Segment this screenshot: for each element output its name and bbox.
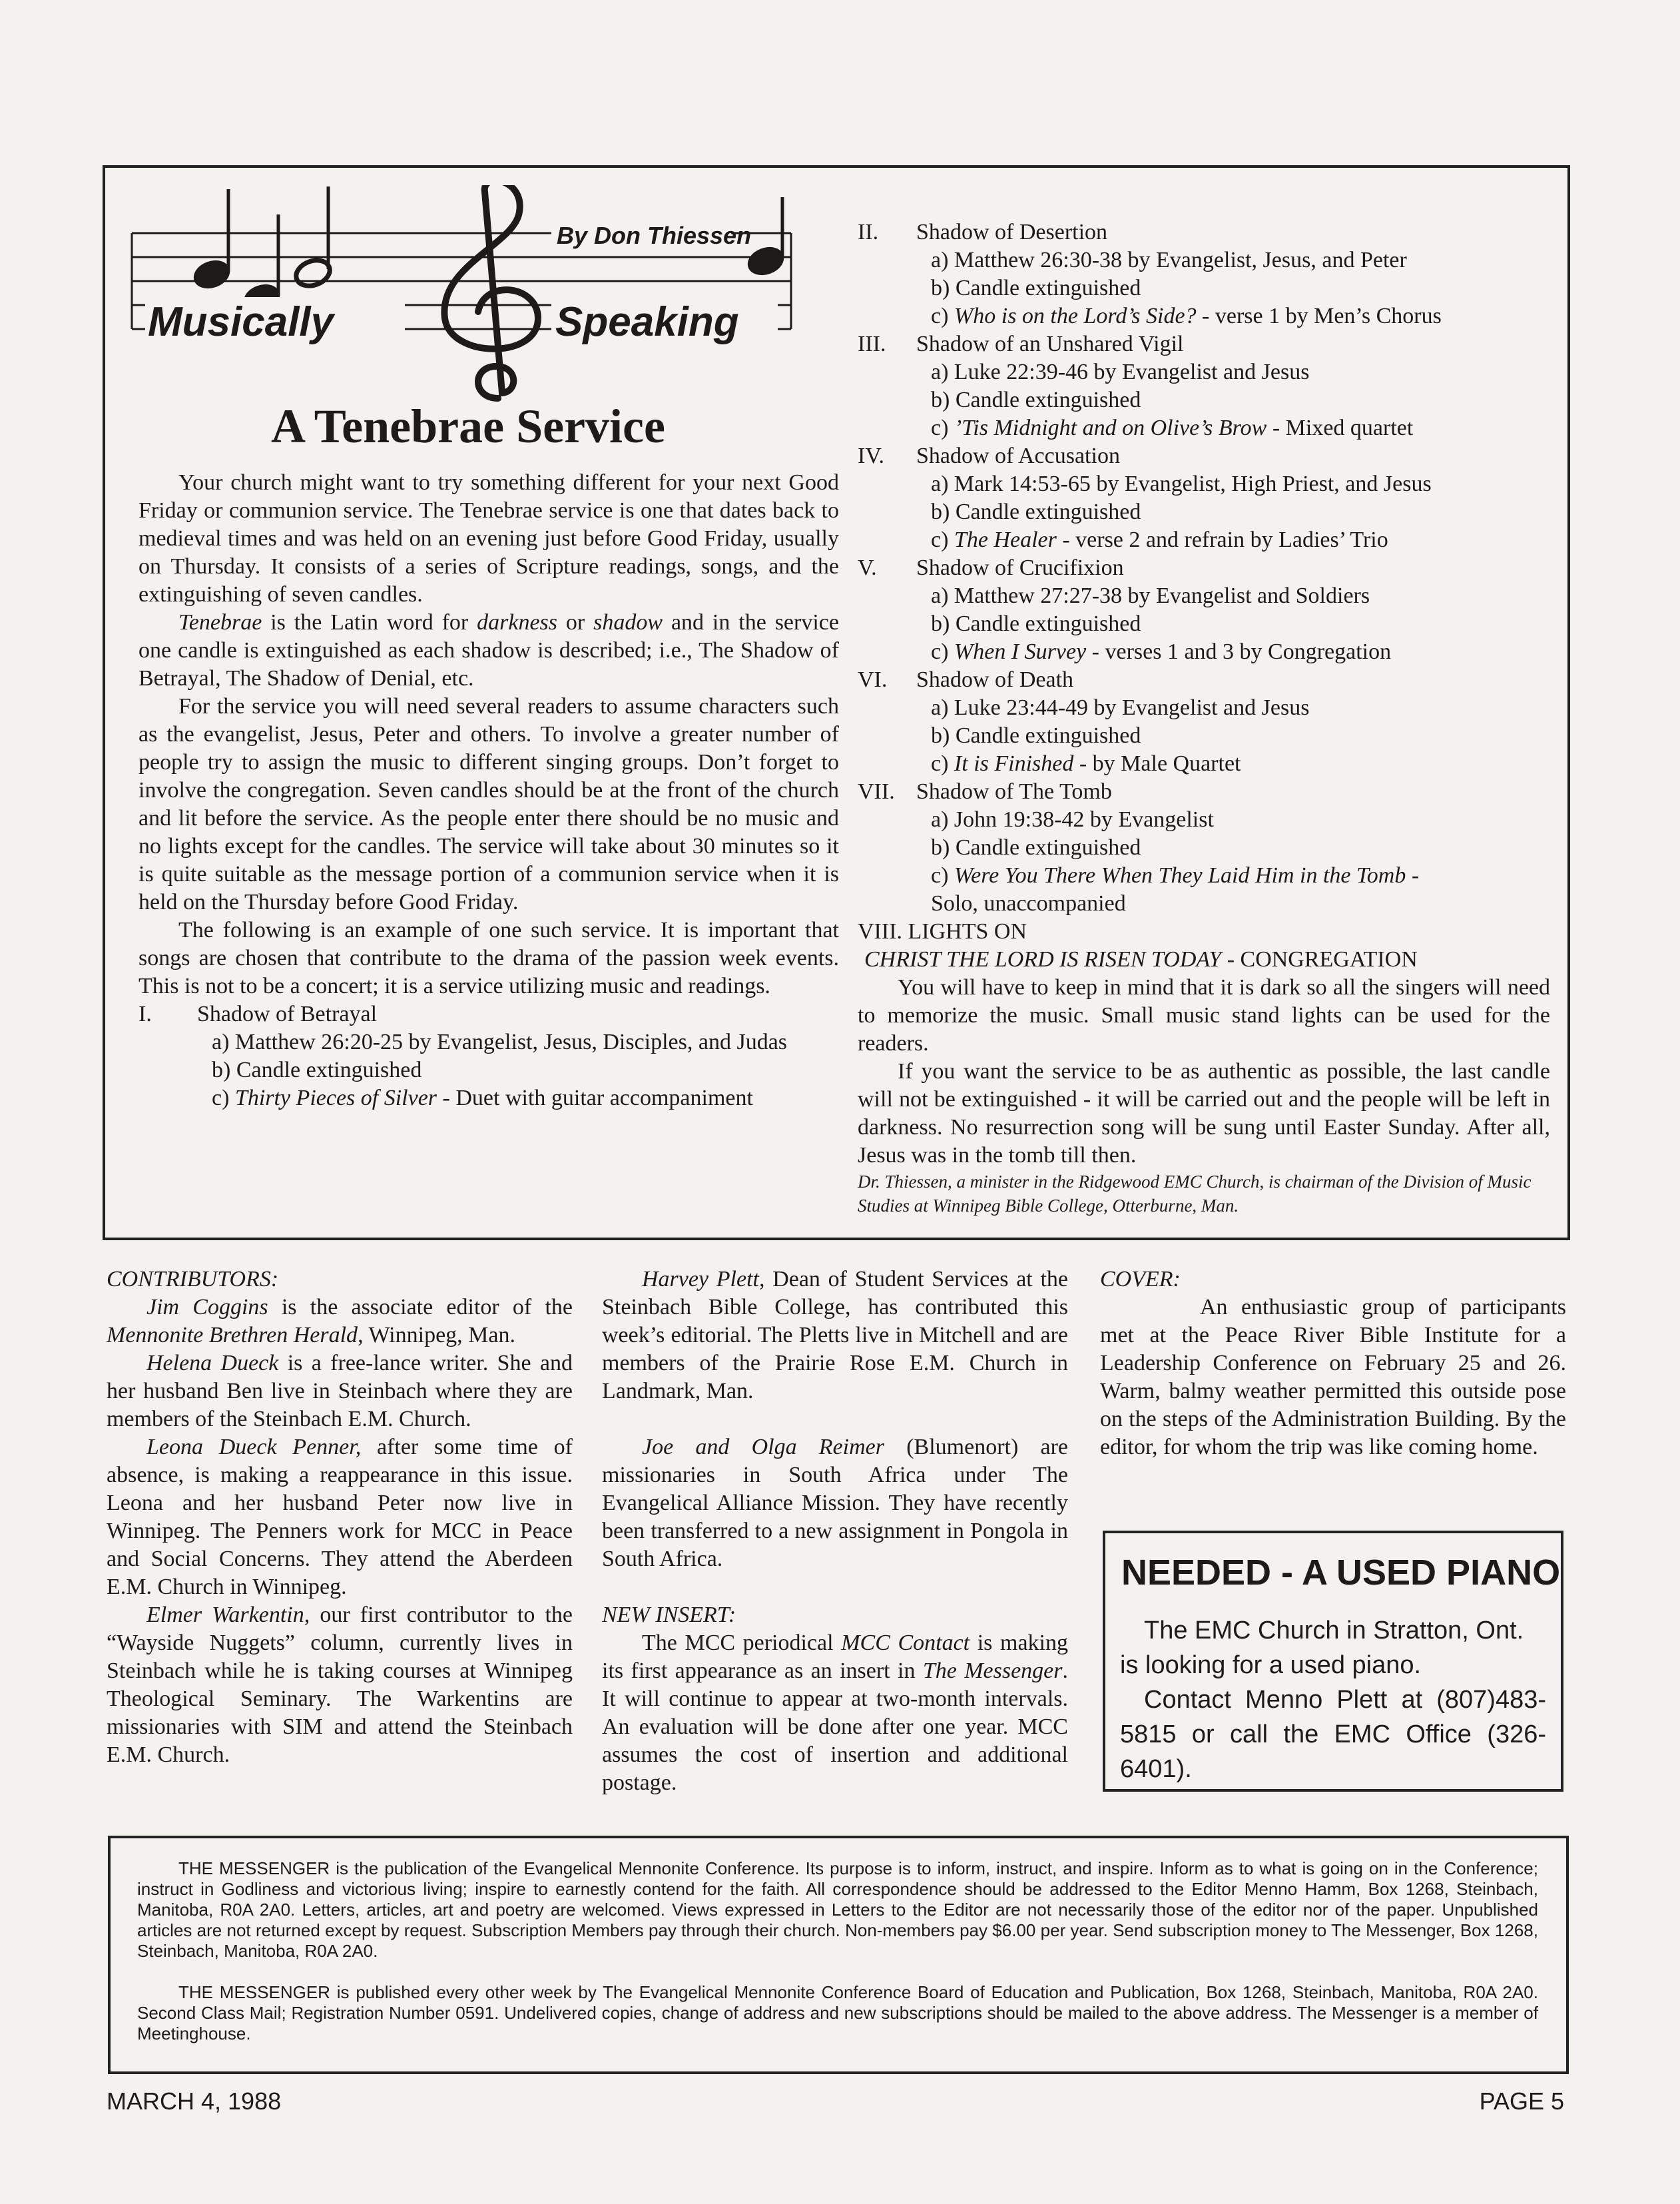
shadow-number: IV. <box>858 444 884 468</box>
text-span: c) <box>931 863 954 888</box>
shadow-heading <box>858 442 1550 470</box>
text-span: (Blumenort) are missionaries in South Africa under The Evangelical Alliance Mission. They have recently been transferred to a new assignment in Pongola in South Africa. <box>602 1435 1068 1571</box>
contributor-name: Leona Dueck Penner, <box>146 1435 362 1459</box>
masthead-paragraph: THE MESSENGER is published every other week by The Evangelical Mennonite Conference Board of Education and Publication, Box 1268, Steinbach, Manitoba, R0A 2A0. Second Class Mail; Registration Number 0591. Undelivered copies, change of address and new subscriptions should be mailed to the above address. The Messenger is a member of Meetinghouse. <box>137 1982 1538 2043</box>
song-title: It is Finished <box>954 751 1074 776</box>
italic-word: darkness <box>477 610 558 635</box>
heading-text: COVER: <box>1100 1267 1181 1291</box>
logo-word-right: Speaking <box>555 299 739 345</box>
text-span: c) <box>931 304 954 328</box>
cover-heading <box>1100 1266 1566 1293</box>
shadow-title: Shadow of Accusation <box>916 444 1120 468</box>
italic-word: shadow <box>593 610 663 635</box>
text-span: . It will continue to appear at two-month intervals. An evaluation will be done after one year. MCC assumes the cost of insertion and additional postage. <box>602 1658 1068 1795</box>
shadow-section <box>858 442 1550 554</box>
paragraph: Your church might want to try something different for your next Good Friday or communion service. The Tenebrae service is one that dates back to medieval times and was held on an evening just before Good Friday, usually on Thursday. It consists of a series of Scripture readings, songs, and the extinguishing of seven candles. <box>139 470 839 607</box>
shadow-section <box>858 218 1550 330</box>
song-title: When I Survey <box>954 639 1087 664</box>
contributor-name: Jim Coggins <box>146 1295 268 1319</box>
text-span: and in the service one candle is extinguished as each shadow is described; i.e., The Shadow of Betrayal, The Shadow of Denial, etc. <box>139 610 839 691</box>
shadow-reading: a) Luke 22:39-46 by Evangelist and Jesus <box>931 360 1310 384</box>
text-span: is the associate editor of the <box>268 1295 573 1319</box>
shadow-heading <box>858 218 1550 246</box>
article-body-left <box>139 469 839 1112</box>
text-span: or <box>557 610 594 635</box>
text-span: - Duet with guitar accompaniment <box>437 1086 753 1110</box>
song-title: ’Tis Midnight and on Olive’s Brow <box>954 416 1267 440</box>
shadow-title: Shadow of Desertion <box>916 220 1108 244</box>
text-span: The MCC periodical <box>642 1631 842 1655</box>
paragraph: You will have to keep in mind that it is dark so all the singers will need to memorize the music. Small music stand lights can be used for the readers. <box>858 975 1550 1056</box>
contributor-entry <box>107 1293 573 1349</box>
song-title: Who is on the Lord’s Side? <box>954 304 1197 328</box>
new-insert-text <box>602 1629 1068 1797</box>
publication-name: The Messenger <box>922 1658 1063 1683</box>
shadow-heading <box>858 554 1550 582</box>
cover-column <box>1100 1266 1566 1461</box>
shadow-candle: b) Candle extinguished <box>931 611 1141 636</box>
shadow-number: VI. <box>858 667 888 692</box>
shadow-song <box>858 526 1550 554</box>
paragraph <box>139 609 839 693</box>
contributor-name: Helena Dueck <box>146 1351 279 1375</box>
text-span: is the Latin word for <box>262 610 477 635</box>
text-span: c) <box>931 528 954 552</box>
contributors-heading <box>107 1266 573 1293</box>
shadow-song <box>858 750 1550 778</box>
piano-ad-title: NEEDED - A USED PIANO <box>1121 1553 1561 1593</box>
shadow-candle: b) Candle extinguished <box>931 276 1141 300</box>
shadow-section <box>858 666 1550 778</box>
contributors-column-1 <box>107 1266 573 1769</box>
text-span: - verse 2 and refrain by Ladies’ Trio <box>1056 528 1388 552</box>
shadow-number: VII. <box>858 779 895 804</box>
song-title: Thirty Pieces of Silver <box>234 1086 437 1110</box>
text-span: - verses 1 and 3 by Congregation <box>1086 639 1392 664</box>
issue-date: MARCH 4, 1988 <box>107 2087 282 2115</box>
shadow-song-continued: Solo, unaccompanied <box>931 891 1126 916</box>
shadow-reading: a) Matthew 26:30-38 by Evangelist, Jesus, and Peter <box>931 248 1407 272</box>
shadow-number: III. <box>858 332 886 356</box>
text-span: - <box>1406 863 1420 888</box>
spacer <box>602 1573 1068 1601</box>
text-span: c) <box>931 751 954 776</box>
song-title: Were You There When They Laid Him in the Tomb <box>954 863 1406 888</box>
shadow-song <box>858 302 1550 330</box>
masthead-text <box>137 1858 1538 2044</box>
byline: By Don Thiessen <box>557 222 752 249</box>
shadow-candle: b) Candle extinguished <box>931 500 1141 524</box>
shadow-candle: b) Candle extinguished <box>931 835 1141 860</box>
shadow-reading: a) Matthew 26:20-25 by Evangelist, Jesus, Disciples, and Judas <box>212 1030 788 1054</box>
shadow-number: V. <box>858 555 877 580</box>
masthead-paragraph: THE MESSENGER is the publication of the Evangelical Mennonite Conference. Its purpose is to inform, instruct, and inspire. Inform as to what is going on in the Conference; instruct in Godliness and victorious living; inspire to earnestly contend for the faith. All correspondence should be addressed to the Editor Menno Hamm, Box 1268, Steinbach, Manitoba, R0A 2A0. Letters, articles, art and poetry are welcomed. Views expressed in Letters to the Editor are not necessarily those of the editor nor of the paper. Unpublished articles are not returned except by request. Subscription Members pay through their church. Non-members pay $6.00 per year. Send subscription money to The Messenger, Box 1268, Steinbach, Manitoba, R0A 2A0. <box>137 1858 1538 1961</box>
closing-song <box>858 946 1550 974</box>
text-span: is making its first appearance as an insert in <box>602 1631 1068 1683</box>
shadow-song <box>858 638 1550 666</box>
text-span: - Mixed quartet <box>1266 416 1414 440</box>
text-span: - by Male Quartet <box>1073 751 1241 776</box>
paragraph: If you want the service to be as authentic as possible, the last candle will not be extinguished - it will be carried out and the people will be left in darkness. No resurrection song will be sung until Easter Sunday. After all, Jesus was in the tomb till then. <box>858 1059 1550 1168</box>
shadow-section <box>858 330 1550 442</box>
shadow-reading: a) John 19:38-42 by Evangelist <box>931 807 1214 832</box>
shadow-reading: a) Mark 14:53-65 by Evangelist, High Priest, and Jesus <box>931 472 1432 496</box>
text-span: is a free-lance writer. She and her husband Ben live in Steinbach where they are members of the Steinbach E.M. Church. <box>107 1351 573 1431</box>
heading-text: NEW INSERT: <box>602 1603 736 1627</box>
publication-name: Mennonite Brethren Herald <box>107 1323 358 1347</box>
shadow-title: Shadow of an Unshared Vigil <box>916 332 1184 356</box>
text-span: - CONGREGATION <box>1221 947 1418 972</box>
shadow-section <box>858 554 1550 666</box>
lights-on: VIII. LIGHTS ON <box>858 919 1027 944</box>
shadow-song <box>858 862 1550 890</box>
contributor-entry <box>602 1266 1068 1405</box>
shadow-candle: b) Candle extinguished <box>931 388 1141 412</box>
page-number: PAGE 5 <box>1479 2087 1564 2115</box>
piano-ad-line: Contact Menno Plett at (807)483-5815 or call the EMC Office (326-6401). <box>1120 1686 1546 1783</box>
text-span: our first contributor to the “Wayside Nuggets” column, currently lives in Steinbach while he is taking courses at Winnipeg Theological Seminary. The Warkentins are missionaries with SIM and attend the Steinbach E.M. Church. <box>107 1603 573 1767</box>
shadow-section <box>858 778 1550 918</box>
article-title: A Tenebrae Service <box>271 400 665 453</box>
text-span: - verse 1 by Men’s Chorus <box>1196 304 1442 328</box>
contributor-name: Elmer Warkentin, <box>146 1603 310 1627</box>
contributor-entry <box>107 1349 573 1433</box>
article-right-column <box>858 218 1550 1218</box>
publication-name: MCC Contact <box>841 1631 970 1655</box>
contributor-name: Harvey Plett, <box>642 1267 765 1291</box>
piano-ad-box <box>1103 1531 1563 1792</box>
spacer <box>602 1405 1068 1433</box>
shadow-heading <box>858 330 1550 358</box>
shadow-candle: b) Candle extinguished <box>931 723 1141 748</box>
text-span: c) <box>931 416 954 440</box>
paragraph: The following is an example of one such service. It is important that songs are chosen that contribute to the drama of the passion week events. This is not to be a concert; it is a service utilizing music and readings. <box>139 918 839 998</box>
contributors-column-2 <box>602 1266 1068 1797</box>
heading-text: CONTRIBUTORS: <box>107 1267 279 1291</box>
shadow-heading <box>858 778 1550 806</box>
article-left-column <box>105 168 839 1234</box>
contributor-entry <box>602 1433 1068 1573</box>
contributor-entry <box>107 1601 573 1769</box>
shadow-reading: a) Matthew 27:27-38 by Evangelist and Soldiers <box>931 583 1370 608</box>
contributor-name: Joe and Olga Reimer <box>642 1435 884 1459</box>
text-span: after some time of absence, is making a reappearance in this issue. Leona and her husband Peter now live in Winnipeg. The Penners work for MCC in Peace and Social Concerns. They attend the Aberdeen E.M. Church in Winnipeg. <box>107 1435 573 1599</box>
shadow-candle: b) Candle extinguished <box>212 1058 422 1082</box>
song-title: CHRIST THE LORD IS RISEN TODAY <box>864 947 1222 972</box>
paragraph: For the service you will need several readers to assume characters such as the evangelist, Jesus, Peter and others. To involve a greater number of people try to assign the music to different singing groups. Don’t forget to involve the congregation. Seven candles should be at the front of the church and lit before the service. As the people enter there should be no music and no lights except for the candles. The service will take about 30 minutes so it is quite suitable as the message portion of a communion service when it is held on the Thursday before Good Friday. <box>139 694 839 915</box>
text-span: Dean of Student Services at the Steinbach Bible College, has contributed this week’s editorial. The Pletts live in Mitchell and are members of the Prairie Rose E.M. Church in Landmark, Man. <box>602 1267 1068 1403</box>
piano-ad-text <box>1120 1613 1546 1786</box>
closing-text <box>858 974 1550 1170</box>
shadow-title: Shadow of Death <box>916 667 1074 692</box>
shadow-title: Shadow of The Tomb <box>916 779 1112 804</box>
shadow-title: Shadow of Betrayal <box>197 1002 378 1026</box>
song-title: The Healer <box>954 528 1057 552</box>
shadow-song <box>858 414 1550 442</box>
author-credit: Dr. Thiessen, a minister in the Ridgewood EMC Church, is chairman of the Division of Music Studies at Winnipeg Bible College, Otterburne, Man. <box>858 1172 1532 1216</box>
shadow-heading <box>139 1000 839 1028</box>
shadow-reading: a) Luke 23:44-49 by Evangelist and Jesus <box>931 695 1310 720</box>
logo-word-left: Musically <box>148 299 334 345</box>
shadow-title: Shadow of Crucifixion <box>916 555 1124 580</box>
article-box <box>103 165 1570 1240</box>
masthead-box <box>108 1836 1569 2074</box>
text-span: c) <box>212 1086 235 1110</box>
shadow-number: II. <box>858 220 879 244</box>
shadow-song <box>139 1084 839 1112</box>
new-insert-heading <box>602 1601 1068 1629</box>
shadow-heading <box>858 666 1550 694</box>
piano-ad-line: The EMC Church in Stratton, Ont. is looking for a used piano. <box>1120 1617 1524 1679</box>
text-span: , Winnipeg, Man. <box>358 1323 515 1347</box>
shadow-section <box>139 1000 839 1112</box>
shadow-number: I. <box>139 1002 152 1026</box>
italic-word: Tenebrae <box>178 610 262 635</box>
contributor-entry <box>107 1433 573 1601</box>
text-span: c) <box>931 639 954 664</box>
cover-text: An enthusiastic group of participants met at the Peace River Bible Institute for a Leadership Conference on February 25 and 26. Warm, balmy weather permitted this outside pose on the steps of the Administration Building. By the editor, for whom the trip was like coming home. <box>1100 1295 1566 1459</box>
